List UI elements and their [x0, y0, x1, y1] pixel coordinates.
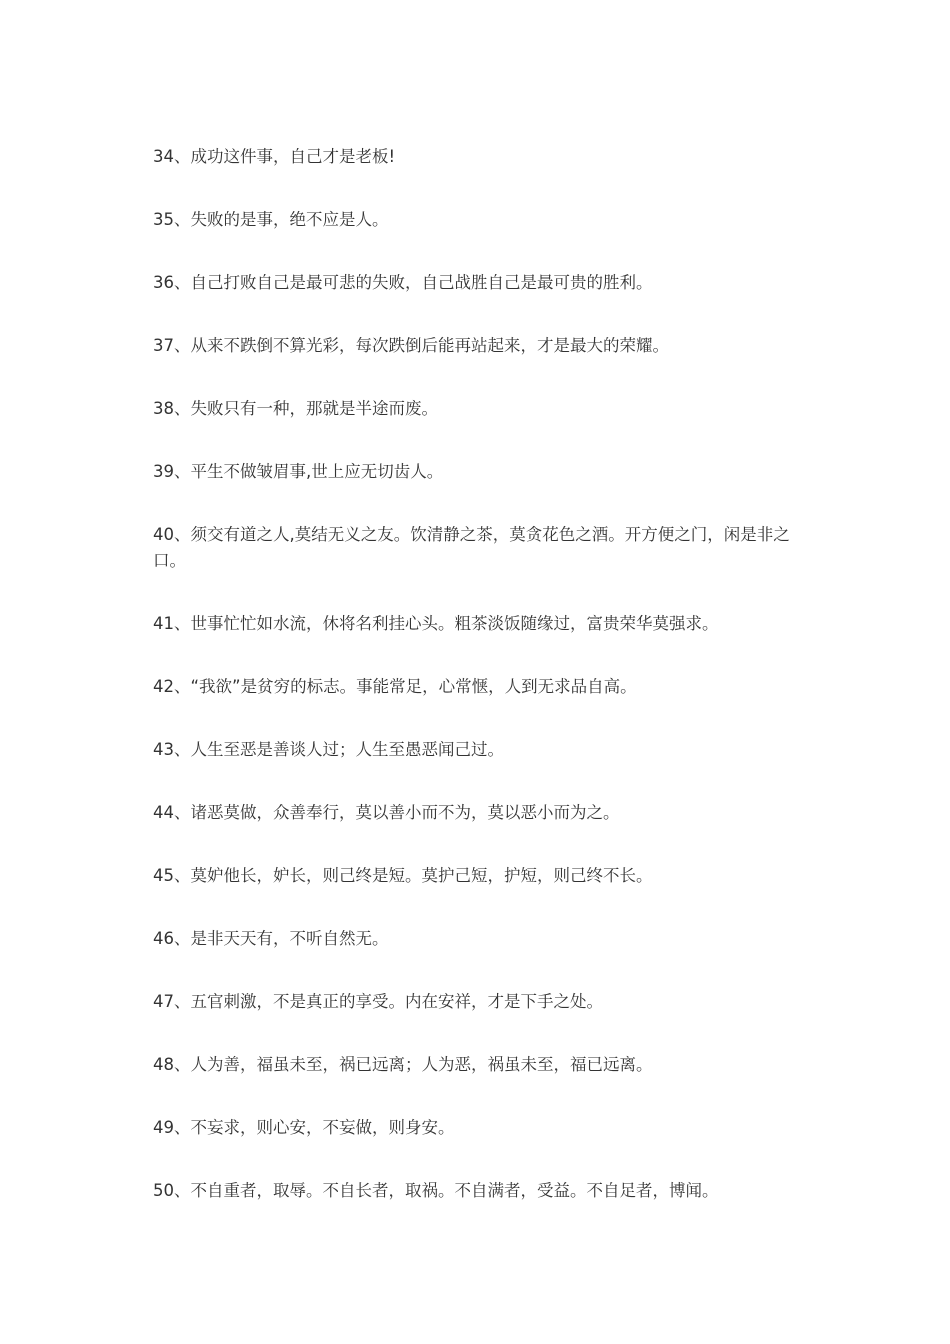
quote-item: 35、失败的是事，绝不应是人。 — [153, 210, 389, 229]
quote-list — [153, 144, 803, 1241]
quote-item: 40、须交有道之人,莫结无义之友。饮清静之茶，莫贪花色之酒。开方便之门，闲是非之口。 — [153, 525, 790, 570]
quote-item: 42、“我欲”是贫穷的标志。事能常足，心常惬，人到无求品自高。 — [153, 677, 637, 696]
quote-item: 47、五官刺激，不是真正的享受。内在安祥，才是下手之处。 — [153, 992, 603, 1011]
quote-item: 43、人生至恶是善谈人过；人生至愚恶闻己过。 — [153, 740, 504, 759]
quote-item: 41、世事忙忙如水流，休将名利挂心头。粗茶淡饭随缘过，富贵荣华莫强求。 — [153, 614, 719, 633]
quote-item: 49、不妄求，则心安，不妄做，则身安。 — [153, 1118, 455, 1137]
quote-item: 48、人为善，福虽未至，祸已远离；人为恶，祸虽未至，福已远离。 — [153, 1055, 653, 1074]
quote-item: 46、是非天天有，不听自然无。 — [153, 929, 389, 948]
quote-item: 36、自己打败自己是最可悲的失败，自己战胜自己是最可贵的胜利。 — [153, 273, 653, 292]
quote-item: 37、从来不跌倒不算光彩，每次跌倒后能再站起来，才是最大的荣耀。 — [153, 336, 669, 355]
quote-item: 34、成功这件事，自己才是老板! — [153, 147, 396, 166]
quote-item: 38、失败只有一种，那就是半途而废。 — [153, 399, 438, 418]
quote-item: 50、不自重者，取辱。不自长者，取祸。不自满者，受益。不自足者，博闻。 — [153, 1181, 719, 1200]
quote-item: 39、平生不做皱眉事,世上应无切齿人。 — [153, 462, 444, 481]
quote-item: 44、诸恶莫做，众善奉行，莫以善小而不为，莫以恶小而为之。 — [153, 803, 620, 822]
quote-item: 45、莫妒他长，妒长，则己终是短。莫护己短，护短，则己终不长。 — [153, 866, 653, 885]
